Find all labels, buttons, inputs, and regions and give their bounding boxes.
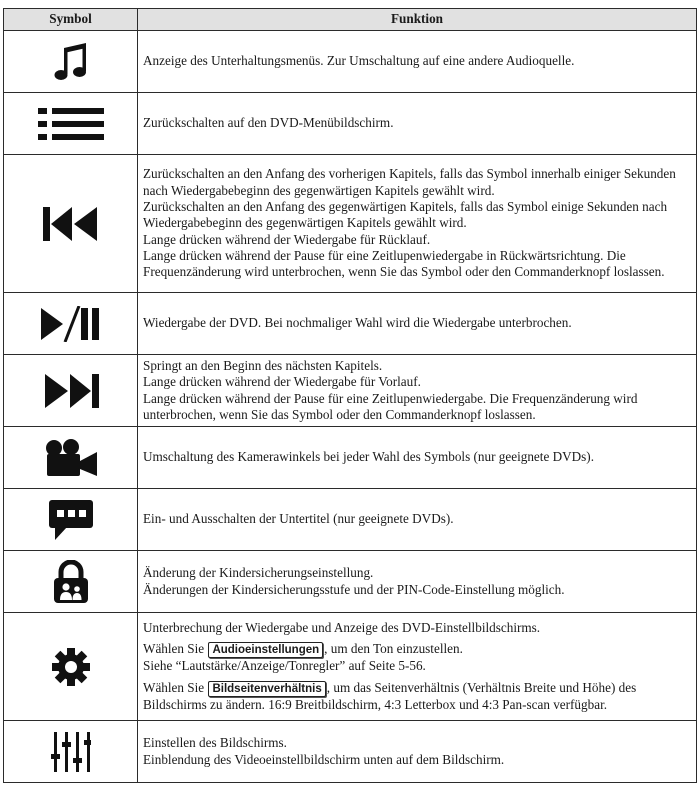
function-text: Wiedergabe der DVD. Bei nochmaliger Wahl wird die Wiedergabe unterbrochen.: [143, 315, 572, 331]
function-text: Unterbrechung der Wiedergabe und Anzeige des DVD-Einstellbildschirms.: [143, 620, 541, 636]
table-row: [4, 427, 697, 489]
function-text: Lange drücken während der Pause für eine Zeitlupenwiedergabe in Rückwärtsrichtung. Die Frequenzänderung wird unterbrochen, wenn Sie das Symbol oder den Commanderknopf loslassen.: [143, 247, 665, 280]
function-text: , um das Seitenverhältnis (Verhältnis Breite und Höhe) des Bildschirms zu ändern. 16:9 Breitbildschirm, 4:3 Letterbox und 4:3 Pan-scan verfügbar.: [143, 679, 637, 712]
function-text: , um den Ton einzustellen.: [324, 641, 463, 657]
subtitle-bubble-icon: [49, 500, 93, 540]
table-row: [4, 613, 697, 721]
skip-forward-icon: [43, 374, 99, 408]
function-text: Zurückschalten an den Anfang des gegenwärtigen Kapitels, falls das Symbol einige Sekunden nach Wiedergabebeginn des gegenwärtigen Kapitels gewählt wird.: [143, 199, 668, 231]
function-text: Wählen Sie: [143, 641, 205, 657]
function-text: Lange drücken während der Pause für eine Zeitlupenwiedergabe. Die Frequenzänderung wird unterbrochen, wenn Sie das Symbol oder den Commanderknopf loslassen.: [143, 390, 638, 422]
function-text: Änderung der Kindersicherungseinstellung.: [143, 565, 374, 581]
function-text: Siehe “Lautstärke/Anzeige/Tonregler” auf Seite 5-56.: [143, 658, 426, 674]
function-text: Ein- und Ausschalten der Untertitel (nur geeignete DVDs).: [143, 511, 454, 527]
table-row: [4, 721, 697, 783]
function-text: Wählen Sie: [143, 679, 205, 695]
table-row: [4, 155, 697, 293]
table-row: [4, 355, 697, 427]
function-text: Umschaltung des Kamerawinkels bei jeder Wahl des Symbols (nur geeignete DVDs).: [143, 449, 594, 465]
function-text: Einstellen des Bildschirms.: [143, 735, 287, 751]
music-note-icon: [54, 42, 88, 82]
table-row: [4, 31, 697, 93]
function-text: Zurückschalten an den Anfang des vorherigen Kapitels, falls das Symbol innerhalb einiger Sekunden nach Wiedergabebeginn des gegenwärtigen Kapitels gewählt wird.: [143, 166, 676, 198]
function-text: Anzeige des Unterhaltungsmenüs. Zur Umschaltung auf eine andere Audioquelle.: [143, 53, 575, 69]
function-text: Einblendung des Videoeinstellbildschirm unten auf dem Bildschirm.: [143, 751, 505, 767]
header-symbol: Symbol: [4, 9, 138, 31]
table-row: [4, 293, 697, 355]
movie-camera-icon: [45, 439, 97, 477]
skip-back-icon: [43, 207, 99, 241]
header-function: Funktion: [138, 9, 697, 31]
table-row: [4, 489, 697, 551]
aspect-ratio-button[interactable]: Bildseitenverhältnis: [208, 681, 325, 697]
function-text: Springt an den Beginn des nächsten Kapitels.: [143, 357, 383, 373]
table-row: [4, 93, 697, 155]
function-text: Lange drücken während der Wiedergabe für Vorlauf.: [143, 374, 421, 390]
function-text: Lange drücken während der Wiedergabe für Rücklauf.: [143, 231, 431, 247]
audio-settings-button[interactable]: Audioeinstellungen: [208, 642, 323, 658]
gear-icon: [52, 648, 90, 686]
table-header-row: [4, 9, 697, 31]
table-row: [4, 551, 697, 613]
equalizer-sliders-icon: [51, 732, 91, 772]
list-menu-icon: [38, 107, 104, 141]
function-text: Zurückschalten auf den DVD-Menübildschirm.: [143, 115, 394, 131]
play-pause-icon: [41, 306, 101, 342]
symbol-function-table: [3, 8, 697, 783]
parental-lock-icon: [53, 560, 89, 604]
function-text: Änderungen der Kindersicherungsstufe und der PIN-Code-Einstellung möglich.: [143, 581, 565, 597]
